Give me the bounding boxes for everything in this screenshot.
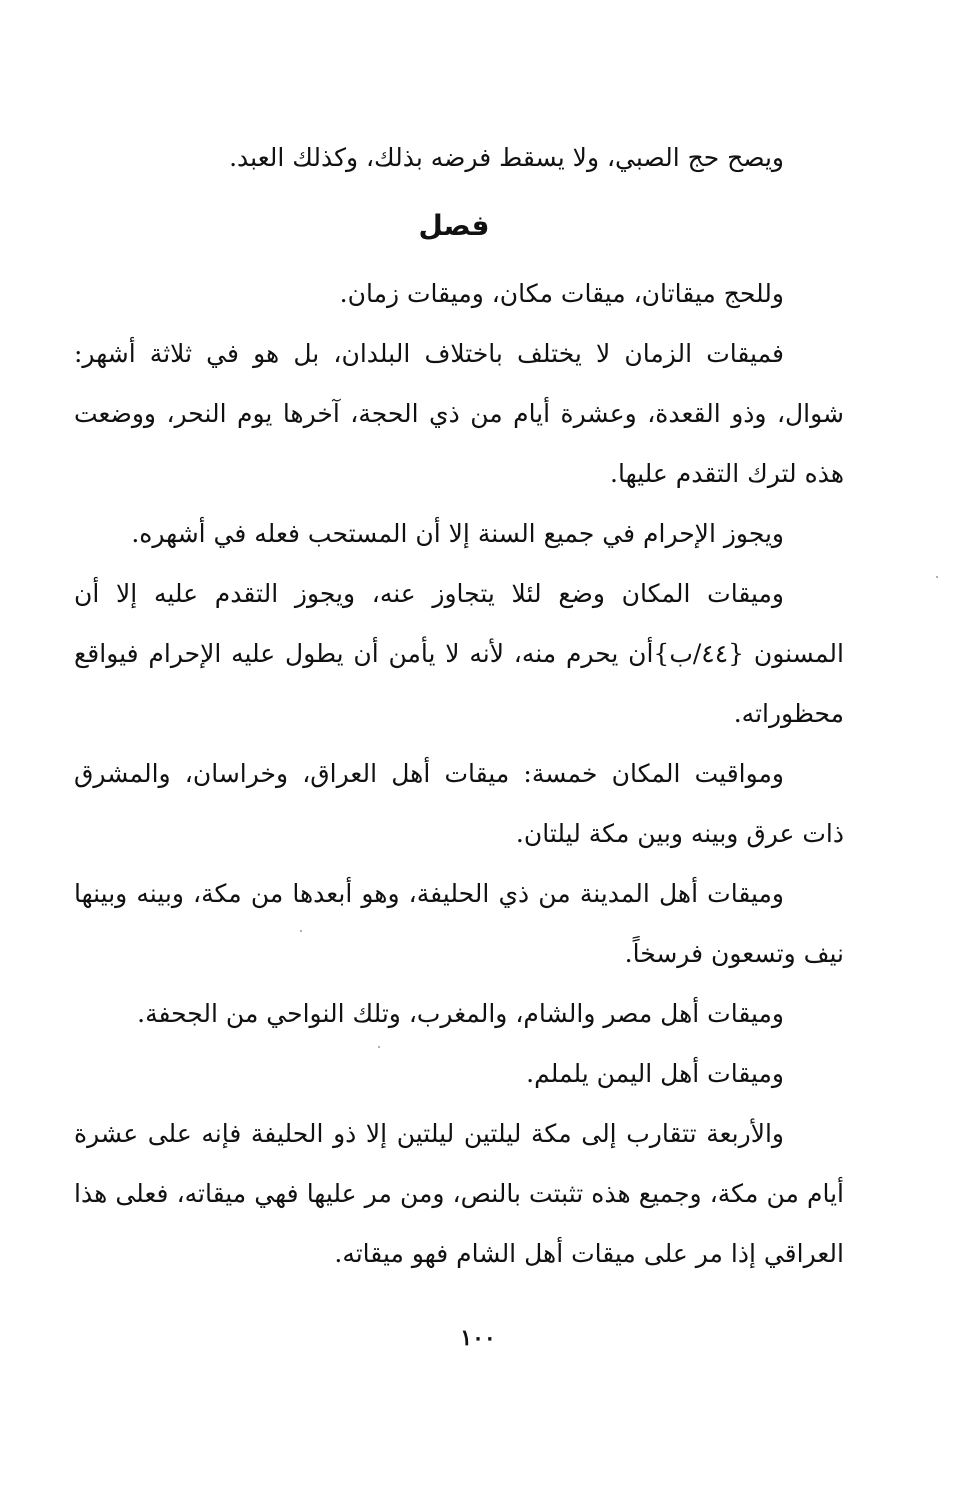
page-body [74,128,844,1284]
scan-speck [378,1046,380,1048]
page-number: ١٠٠ [460,1325,496,1351]
paragraph-yemen-miqat: وميقات أهل اليمن يلملم. [526,1059,784,1088]
paragraph-five-miqats: ومواقيت المكان خمسة: ميقات أهل العراق، وخراسان، والمشرق ذات عرق وبينه وبين مكة ليلتان. [74,759,844,848]
scan-speck [300,930,302,932]
paragraph-medina-miqat: وميقات أهل المدينة من ذي الحليفة، وهو أبعدها من مكة، وبينه وبينها نيف وتسعون فرسخاً. [74,879,844,968]
paragraph-two-miqats: وللحج ميقاتان، ميقات مكان، وميقات زمان. [339,279,784,308]
paragraph-ihram-all-year: ويجوز الإحرام في جميع السنة إلا أن المستحب فعله في أشهره. [131,519,784,548]
scan-speck [936,576,938,578]
paragraph-time-miqat: فميقات الزمان لا يختلف باختلاف البلدان، بل هو في ثلاثة أشهر: شوال، وذو القعدة، وعشرة أيام من ذي الحجة، آخرها يوم النحر، ووضعت هذه لترك التقدم عليها. [74,339,844,488]
paragraph-place-miqat: وميقات المكان وضع لئلا يتجاوز عنه، ويجوز التقدم عليه إلا أن المسنون {٤٤/ب}أن يحرم منه، لأنه لا يأمن أن يطول عليه الإحرام فيواقع محظوراته. [74,579,844,728]
paragraph-egypt-sham-miqat: وميقات أهل مصر والشام، والمغرب، وتلك النواحي من الجحفة. [137,999,784,1028]
paragraph-four-miqats-distance: والأربعة تتقارب إلى مكة ليلتين ليلتين إلا ذو الحليفة فإنه على عشرة أيام من مكة، وجميع هذه تثبتت بالنص، ومن مر عليها فهي ميقاته، فعلى هذا العراقي إذا مر على ميقات أهل الشام فهو ميقاته. [74,1119,844,1268]
paragraph-child-pilgrimage: ويصح حج الصبي، ولا يسقط فرضه بذلك، وكذلك العبد. [229,143,784,172]
section-heading: فصل [418,209,490,242]
